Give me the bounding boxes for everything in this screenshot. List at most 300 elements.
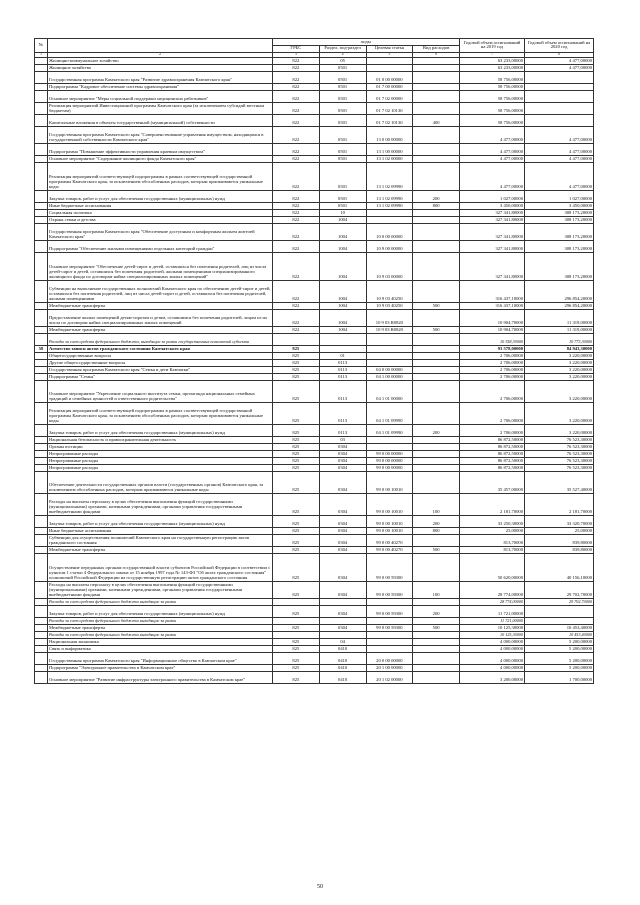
grbs-cell: 825 — [273, 437, 320, 444]
target-article-cell — [366, 639, 413, 646]
amount-2020-cell: 839,80000 — [525, 547, 594, 554]
table-row — [35, 646, 594, 653]
table-row — [35, 632, 594, 639]
table-row — [35, 494, 594, 516]
table-row — [35, 241, 594, 253]
amount-2019-cell: 35 457,00000 — [460, 472, 525, 494]
grbs-cell: 825 — [273, 582, 320, 599]
grbs-cell: 822 — [273, 163, 320, 191]
expense-type-cell — [413, 535, 460, 547]
table-row — [35, 582, 594, 599]
amount-2020-cell — [525, 115, 594, 127]
row-number-cell — [35, 381, 48, 403]
amount-2020-cell: 4 477,00000 — [525, 163, 594, 191]
row-name-cell: Реализация мероприятий соответствующей подпрограммы в рамках соответствующей государственной программы Камчатского края, за исключением обособленных расходов, которым присваиваются уникальные коды — [48, 403, 273, 425]
amount-2019-cell: 86 872,50000 — [460, 451, 525, 458]
grbs-cell: 825 — [273, 547, 320, 554]
amount-2019-cell: 2 706,00000 — [460, 367, 525, 374]
row-number-cell — [35, 281, 48, 303]
row-name-cell: Основное мероприятие "Содержание жилищного фонда Камчатского края" — [48, 156, 273, 163]
col-target-header: Целевая статья — [366, 45, 413, 52]
amount-2020-cell: 84 943,30000 — [525, 346, 594, 353]
grbs-cell: 822 — [273, 115, 320, 127]
expense-type-cell — [413, 163, 460, 191]
target-article-cell — [366, 65, 413, 72]
row-number-cell — [35, 217, 48, 224]
amount-2020-cell: 33 320,70000 — [525, 516, 594, 528]
section-cell: 0113 — [319, 403, 366, 425]
row-name-cell: Жилищное хозяйство — [48, 65, 273, 72]
amount-2020-cell — [525, 606, 594, 618]
expense-type-cell — [413, 334, 460, 346]
row-number-cell — [35, 334, 48, 346]
table-row — [35, 103, 594, 115]
section-cell: 0410 — [319, 665, 366, 672]
table-row — [35, 144, 594, 156]
row-number-cell — [35, 327, 48, 334]
row-number-cell — [35, 163, 48, 191]
expense-type-cell — [413, 618, 460, 625]
target-article-cell: 01 7 00 00000 — [366, 84, 413, 91]
grbs-cell: 825 — [273, 472, 320, 494]
amount-2020-cell — [525, 84, 594, 91]
amount-2020-cell: 839,80000 — [525, 535, 594, 547]
table-row — [35, 72, 594, 84]
row-name-cell: Непрограммные расходы — [48, 465, 273, 472]
amount-2019-cell: 2 706,00000 — [460, 381, 525, 403]
expense-type-cell — [413, 253, 460, 281]
amount-2020-cell: 10 453,40000 — [525, 632, 594, 639]
row-number-cell — [35, 639, 48, 646]
amount-2019-cell: 2 706,00000 — [460, 353, 525, 360]
table-body — [35, 58, 594, 684]
target-article-cell: 99 0 00 00000 — [366, 465, 413, 472]
table-row — [35, 353, 594, 360]
table-row — [35, 58, 594, 65]
col-exptype-header: Вид расходов — [413, 45, 460, 52]
amount-2020-cell: 296 854,20000 — [525, 281, 594, 303]
target-article-cell: 13 1 02 09990 — [366, 203, 413, 210]
section-cell: 0410 — [319, 653, 366, 665]
column-number-cell: 2 — [48, 52, 273, 58]
section-cell — [319, 346, 366, 353]
section-cell: 0304 — [319, 451, 366, 458]
row-name-cell: Межбюджетные трансферты — [48, 547, 273, 554]
amount-2020-cell: 5 200,00000 — [525, 639, 594, 646]
expense-type-cell — [413, 156, 460, 163]
page-number: 50 — [317, 884, 323, 890]
expense-type-cell — [413, 451, 460, 458]
table-row — [35, 547, 594, 554]
target-article-cell: 04 0 00 00000 — [366, 367, 413, 374]
section-cell: 0501 — [319, 127, 366, 144]
table-row — [35, 425, 594, 437]
amount-2019-cell: 327 341,80000 — [460, 224, 525, 241]
amount-2020-cell: 10 453,40000 — [525, 625, 594, 632]
table-row — [35, 606, 594, 618]
row-name-cell: Расходы за счет средств федерального бюджета выходящие за рамки — [48, 599, 273, 606]
expense-type-cell — [413, 444, 460, 451]
amount-2019-cell: 11 721,00000 — [460, 618, 525, 625]
expense-type-cell: 500 — [413, 625, 460, 632]
grbs-cell: 825 — [273, 360, 320, 367]
amount-2019-cell: 316 437,10000 — [460, 303, 525, 310]
amount-2020-cell: 308 173,20000 — [525, 224, 594, 241]
target-article-cell: 20 1 00 00000 — [366, 665, 413, 672]
target-article-cell: 99 0 00 10010 — [366, 528, 413, 535]
amount-2020-cell — [525, 91, 594, 103]
amount-2019-cell: 2 706,00000 — [460, 403, 525, 425]
grbs-cell: 825 — [273, 403, 320, 425]
target-article-cell: 01 7 02 00000 — [366, 91, 413, 103]
amount-2019-cell: 93 578,00000 — [460, 346, 525, 353]
target-article-cell: 10 9 00 00000 — [366, 241, 413, 253]
table-row — [35, 451, 594, 458]
row-name-cell: Закупка товаров, работ и услуг для обеспечения государственных (муниципальных) нужд — [48, 606, 273, 618]
amount-2020-cell: 4 477,00000 — [525, 156, 594, 163]
col-section-header: Раздел, под-раздел — [319, 45, 366, 52]
amount-2019-cell: 50 620,00000 — [460, 554, 525, 582]
amount-2019-cell: 28 774,00000 — [460, 582, 525, 599]
grbs-cell: 825 — [273, 444, 320, 451]
grbs-cell: 825 — [273, 672, 320, 684]
section-cell: 0304 — [319, 606, 366, 618]
row-number-cell — [35, 156, 48, 163]
amount-2019-cell: 2 706,00000 — [460, 374, 525, 381]
amount-2019-cell: 3 450,00000 — [460, 203, 525, 210]
amount-2019-cell: 58 756,00000 — [460, 84, 525, 91]
row-name-cell: Национальная безопасность и правоохранительная деятельность — [48, 437, 273, 444]
amount-2019-cell: 327 341,80000 — [460, 241, 525, 253]
section-cell: 0304 — [319, 625, 366, 632]
expense-type-cell: 500 — [413, 547, 460, 554]
row-number-cell — [35, 144, 48, 156]
expense-type-cell — [413, 374, 460, 381]
amount-2019-cell: 4 477,00000 — [460, 127, 525, 144]
column-number-cell: 4 — [319, 52, 366, 58]
row-number-cell — [35, 516, 48, 528]
expense-type-cell — [413, 346, 460, 353]
col-2019-header: Годовой объем ассигнований на 2019 год — [460, 39, 525, 53]
amount-2020-cell: 25,00000 — [525, 528, 594, 535]
row-number-cell — [35, 451, 48, 458]
target-article-cell: 01 7 02 10130 — [366, 115, 413, 127]
amount-2020-cell — [525, 72, 594, 84]
target-article-cell — [366, 58, 413, 65]
table-row — [35, 327, 594, 334]
table-row — [35, 163, 594, 191]
expense-type-cell — [413, 554, 460, 582]
row-name-cell: Подпрограмма "Семья" — [48, 374, 273, 381]
row-name-cell: Субвенции для осуществления полномочий Камчатского края на государственную регистрацию актов гражданского состояния — [48, 535, 273, 547]
table-row — [35, 665, 594, 672]
table-row — [35, 381, 594, 403]
row-number-cell — [35, 115, 48, 127]
amount-2020-cell: 76 523,30000 — [525, 444, 594, 451]
row-name-cell: Расходы на выплаты персоналу в целях обеспечения выполнения функций государственными (муниципальными) органами, казенными учреждениями, органами управления государственными внебюджетными фондами — [48, 582, 273, 599]
section-cell: 0501 — [319, 144, 366, 156]
section-cell: 0304 — [319, 582, 366, 599]
row-number-cell — [35, 84, 48, 91]
target-article-cell: 99 0 00 59300 — [366, 582, 413, 599]
expense-type-cell: 200 — [413, 516, 460, 528]
row-number-cell — [35, 241, 48, 253]
row-name-cell: Капитальные вложения в объекты государственной (муниципальной) собственности — [48, 115, 273, 127]
row-name-cell: Другие общегосударственные вопросы — [48, 360, 273, 367]
section-cell — [319, 334, 366, 346]
row-number-cell — [35, 203, 48, 210]
amount-2019-cell: 86 872,50000 — [460, 458, 525, 465]
target-article-cell: 10 9 03 R0820 — [366, 327, 413, 334]
section-cell: 1004 — [319, 217, 366, 224]
row-name-cell: Подпрограмма "Кадровое обеспечение системы здравоохранения" — [48, 84, 273, 91]
expense-type-cell: 100 — [413, 494, 460, 516]
row-number-cell — [35, 403, 48, 425]
expense-type-cell — [413, 646, 460, 653]
grbs-cell: 822 — [273, 191, 320, 203]
section-cell: 0304 — [319, 547, 366, 554]
expense-type-cell — [413, 639, 460, 646]
section-cell — [319, 618, 366, 625]
target-article-cell: 99 0 00 00000 — [366, 458, 413, 465]
amount-2019-cell: 58 756,00000 — [460, 115, 525, 127]
expense-type-cell — [413, 127, 460, 144]
table-row — [35, 334, 594, 346]
grbs-cell: 822 — [273, 91, 320, 103]
amount-2020-cell: 308 173,20000 — [525, 241, 594, 253]
grbs-cell: 822 — [273, 203, 320, 210]
expense-type-cell: 100 — [413, 582, 460, 599]
row-number-cell — [35, 599, 48, 606]
table-row — [35, 403, 594, 425]
target-article-cell — [366, 334, 413, 346]
row-name-cell: Социальная политика — [48, 210, 273, 217]
row-name-cell: Государственная программа Камчатского края "Информационное общество в Камчатском крае" — [48, 653, 273, 665]
row-number-cell — [35, 465, 48, 472]
grbs-cell: 825 — [273, 374, 320, 381]
row-name-cell: Органы юстиции — [48, 444, 273, 451]
section-cell: 1004 — [319, 303, 366, 310]
grbs-cell: 825 — [273, 646, 320, 653]
table-row — [35, 346, 594, 353]
expense-type-cell: 800 — [413, 528, 460, 535]
expense-type-cell: 200 — [413, 425, 460, 437]
col-name-header — [48, 39, 273, 53]
section-cell: 01 — [319, 353, 366, 360]
row-number-cell — [35, 253, 48, 281]
row-name-cell: Иные бюджетные ассигнования — [48, 528, 273, 535]
section-cell: 0501 — [319, 163, 366, 191]
expense-type-cell — [413, 224, 460, 241]
amount-2019-cell: 327 341,80000 — [460, 253, 525, 281]
row-number-cell — [35, 535, 48, 547]
row-number-cell — [35, 582, 48, 599]
row-name-cell: Государственная программа Камчатского края "Семья и дети Камчатки" — [48, 367, 273, 374]
expense-type-cell — [413, 144, 460, 156]
table-row — [35, 217, 594, 224]
grbs-cell: 822 — [273, 156, 320, 163]
row-number-cell — [35, 554, 48, 582]
row-number-cell — [35, 353, 48, 360]
expense-type-cell — [413, 672, 460, 684]
grbs-cell: 825 — [273, 346, 320, 353]
table-row — [35, 444, 594, 451]
amount-2019-cell: 86 872,50000 — [460, 437, 525, 444]
row-name-cell: Межбюджетные трансферты — [48, 625, 273, 632]
section-cell: 0501 — [319, 65, 366, 72]
col-num-header: № — [35, 39, 48, 53]
section-cell — [319, 599, 366, 606]
target-article-cell: 10 0 00 00000 — [366, 224, 413, 241]
amount-2019-cell: 10 358,30000 — [460, 334, 525, 346]
target-article-cell — [366, 217, 413, 224]
section-cell: 1004 — [319, 253, 366, 281]
row-name-cell: Подпрограмма "Электронное правительство в Камчатском крае" — [48, 665, 273, 672]
amount-2020-cell: 3 220,00000 — [525, 374, 594, 381]
row-number-cell — [35, 444, 48, 451]
table-row — [35, 528, 594, 535]
expense-type-cell — [413, 91, 460, 103]
expense-type-cell — [413, 65, 460, 72]
amount-2020-cell — [525, 103, 594, 115]
amount-2020-cell: 1 027,00000 — [525, 191, 594, 203]
amount-2020-cell: 76 523,30000 — [525, 465, 594, 472]
row-name-cell: Предоставление жилых помещений детям-сиротам и детям, оставшимся без попечения родителей, лицам из их числа по договорам найма специализированных жилых помещений — [48, 310, 273, 327]
grbs-cell: 825 — [273, 535, 320, 547]
target-article-cell: 20 1 02 00000 — [366, 672, 413, 684]
target-article-cell: 99 0 00 40270 — [366, 547, 413, 554]
amount-2019-cell: 10 125,30000 — [460, 632, 525, 639]
section-cell: 0113 — [319, 360, 366, 367]
section-cell: 0113 — [319, 381, 366, 403]
target-article-cell: 10 9 03 40250 — [366, 281, 413, 303]
grbs-cell: 822 — [273, 84, 320, 91]
grbs-cell: 825 — [273, 516, 320, 528]
target-article-cell: 20 0 00 00000 — [366, 653, 413, 665]
row-name-cell: Основное мероприятие "Укрепление социального института семьи, пропаганда национальных семейных традиций и семейных ценностей и ответственного родительства" — [48, 381, 273, 403]
amount-2020-cell: 308 173,20000 — [525, 253, 594, 281]
section-cell: 0113 — [319, 367, 366, 374]
grbs-cell: 822 — [273, 303, 320, 310]
table-row — [35, 653, 594, 665]
expense-type-cell — [413, 665, 460, 672]
expense-type-cell — [413, 599, 460, 606]
row-name-cell: Расходы за счет средств федерального бюджета, выходящие за рамки государственных полномочий субъекта — [48, 334, 273, 346]
table-row — [35, 224, 594, 241]
section-cell: 0501 — [319, 72, 366, 84]
expense-type-cell: 800 — [413, 203, 460, 210]
column-number-cell: 5 — [366, 52, 413, 58]
section-cell: 04 — [319, 639, 366, 646]
row-name-cell: Закупка товаров, работ и услуг для обеспечения государственных (муниципальных) нужд — [48, 191, 273, 203]
target-article-cell: 04 1 00 00000 — [366, 374, 413, 381]
table-row — [35, 535, 594, 547]
expense-type-cell: 200 — [413, 191, 460, 203]
row-number-cell — [35, 458, 48, 465]
amount-2019-cell: 2 706,00000 — [460, 425, 525, 437]
expense-type-cell — [413, 210, 460, 217]
section-cell: 0113 — [319, 425, 366, 437]
section-cell: 0304 — [319, 516, 366, 528]
amount-2020-cell: 308 173,20000 — [525, 217, 594, 224]
amount-2019-cell: 2 181,70000 — [460, 494, 525, 516]
amount-2019-cell: 813,70000 — [460, 547, 525, 554]
table-row — [35, 156, 594, 163]
amount-2020-cell: 3 220,00000 — [525, 360, 594, 367]
target-article-cell: 99 0 00 10010 — [366, 516, 413, 528]
row-name-cell: Государственная программа Камчатского края "Обеспечение доступным и комфортным жильем жителей Камчатского края" — [48, 224, 273, 241]
table-row — [35, 203, 594, 210]
grbs-cell: 825 — [273, 528, 320, 535]
amount-2020-cell: 3 220,00000 — [525, 381, 594, 403]
row-name-cell: Расходы на выплаты персоналу в целях обеспечения выполнения функций государственными (муниципальными) органами, казенными учреждениями, органами управления государственными внебюджетными фондами — [48, 494, 273, 516]
expense-type-cell — [413, 472, 460, 494]
grbs-cell: 822 — [273, 210, 320, 217]
grbs-cell: 822 — [273, 224, 320, 241]
target-article-cell: 01 7 02 10130 — [366, 103, 413, 115]
grbs-cell: 822 — [273, 103, 320, 115]
row-name-cell: Расходы за счет средств федерального бюджета выходящие за рамки — [48, 618, 273, 625]
table-row — [35, 516, 594, 528]
grbs-cell: 825 — [273, 451, 320, 458]
amount-2019-cell: 86 872,50000 — [460, 465, 525, 472]
row-name-cell: Подпрограмма "Повышение эффективности управления краевым имуществом" — [48, 144, 273, 156]
row-number-cell — [35, 625, 48, 632]
amount-2020-cell: 3 220,00000 — [525, 425, 594, 437]
target-article-cell: 10 9 03 R0820 — [366, 310, 413, 327]
expense-type-cell — [413, 353, 460, 360]
grbs-cell: 822 — [273, 65, 320, 72]
expense-type-cell — [413, 403, 460, 425]
row-name-cell: Государственная программа Камчатского края "Развитие здравоохранения Камчатского края" — [48, 72, 273, 84]
target-article-cell: 13 1 02 09990 — [366, 191, 413, 203]
row-number-cell — [35, 528, 48, 535]
grbs-cell: 822 — [273, 144, 320, 156]
row-number-cell — [35, 646, 48, 653]
row-name-cell: Осуществление переданных органам государственной власти субъектов Российской Федерации в соответствии с пунктом 1 статьи 4 Федерального закона от 15 ноября 1997 года № 143-ФЗ "Об актах гражданского состояния" полномочий Российской Федерации на государственную регистрацию актов гражданского состояния — [48, 554, 273, 582]
grbs-cell: 822 — [273, 58, 320, 65]
expense-type-cell — [413, 653, 460, 665]
row-number-cell — [35, 210, 48, 217]
row-number-cell: 58 — [35, 346, 48, 353]
section-cell: 1004 — [319, 224, 366, 241]
expense-type-cell — [413, 367, 460, 374]
row-number-cell — [35, 310, 48, 327]
table-row — [35, 599, 594, 606]
row-number-cell — [35, 367, 48, 374]
section-cell: 0304 — [319, 444, 366, 451]
row-name-cell: Национальная экономика — [48, 639, 273, 646]
amount-2019-cell: 58 756,00000 — [460, 103, 525, 115]
table-row — [35, 437, 594, 444]
section-cell: 05 — [319, 58, 366, 65]
target-article-cell: 04 1 01 00000 — [366, 381, 413, 403]
table-row — [35, 458, 594, 465]
amount-2020-cell: 4 477,00000 — [525, 65, 594, 72]
target-article-cell: 99 0 00 00000 — [366, 451, 413, 458]
grbs-cell: 825 — [273, 458, 320, 465]
amount-2019-cell: 86 872,50000 — [460, 444, 525, 451]
budget-table — [34, 38, 594, 684]
row-name-cell: Реализация мероприятий соответствующей подпрограммы в рамках соответствующей государственной программы Камчатского края, за исключением обособленных расходов, которым присваиваются уникальные коды — [48, 163, 273, 191]
section-cell: 0501 — [319, 156, 366, 163]
table-row — [35, 310, 594, 327]
amount-2019-cell: 2 706,00000 — [460, 360, 525, 367]
table-row — [35, 554, 594, 582]
section-cell: 03 — [319, 437, 366, 444]
table-row — [35, 281, 594, 303]
grbs-cell: 825 — [273, 353, 320, 360]
